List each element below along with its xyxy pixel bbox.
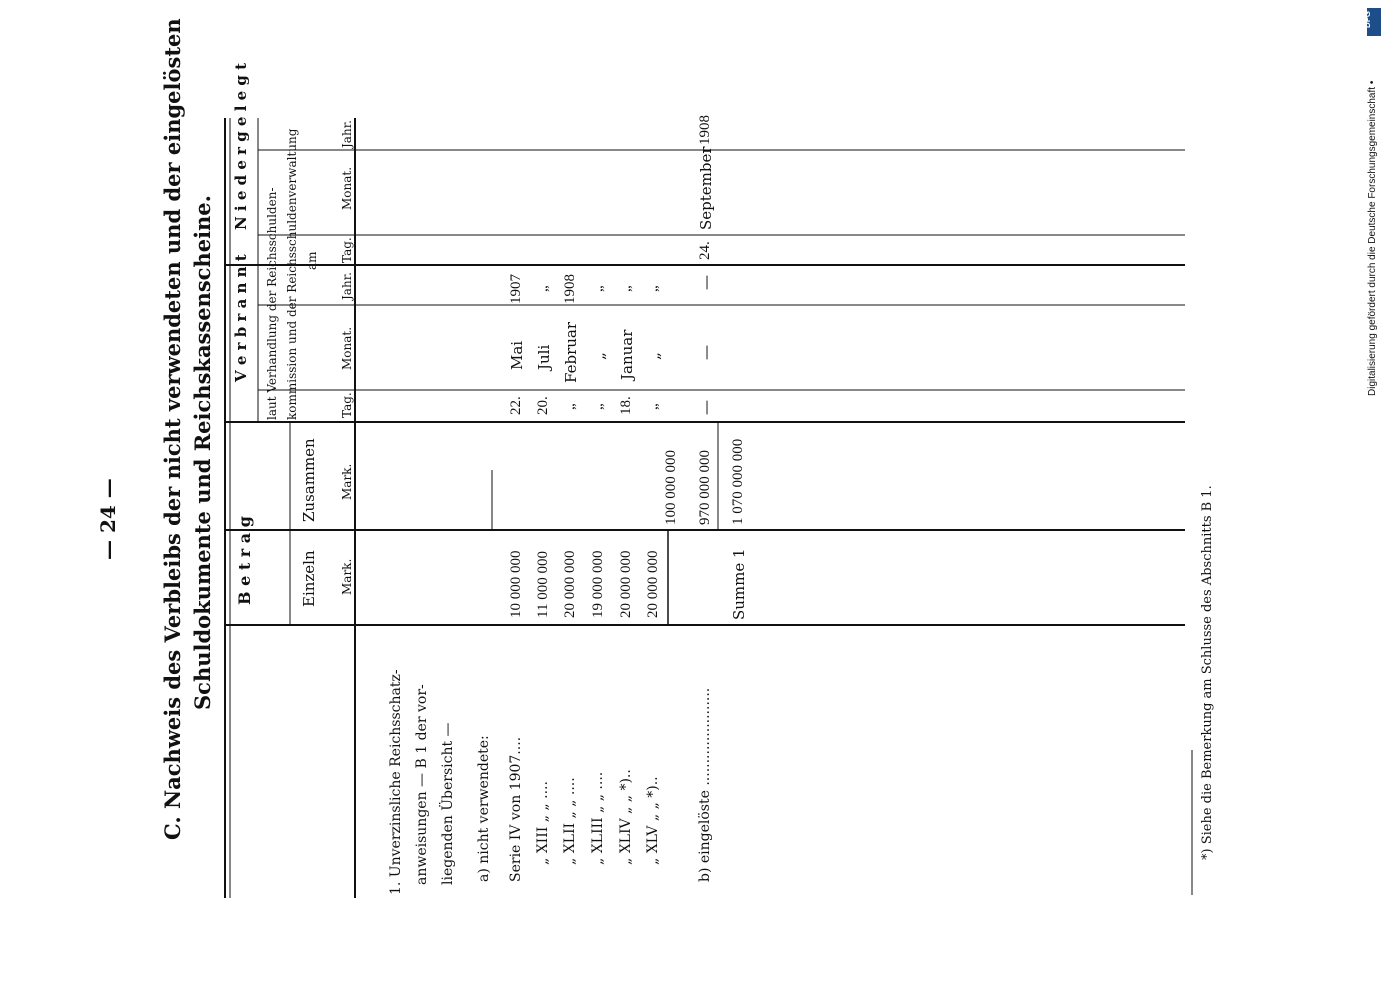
row-label: „ XLV „ „ *)..	[645, 776, 661, 865]
row-b-zusammen: 970 000 000	[697, 450, 713, 525]
verbrannt-tag: „	[590, 403, 606, 410]
summe-label: Summe 1	[730, 548, 748, 620]
header-tag-2: Tag.	[340, 237, 354, 263]
verbrannt-tag: 22.	[508, 396, 524, 415]
header-einzeln-mark: Mark.	[340, 558, 354, 595]
row-b-niedergelegt-monat: September	[697, 146, 715, 230]
header-zusammen-mark: Mark.	[340, 463, 354, 500]
einzeln-value: 10 000 000	[508, 550, 524, 618]
verbrannt-monat: Januar	[618, 329, 636, 380]
verbrannt-monat: Februar	[562, 321, 580, 383]
verbrannt-jahr: 1907	[508, 274, 524, 304]
dfg-credit	[1362, 8, 1381, 396]
row-a-label: a) nicht verwendete:	[476, 735, 492, 882]
header-jahr-2: Jahr.	[340, 120, 354, 148]
row-heading-line3: liegenden Übersicht —	[440, 722, 456, 885]
header-einzeln: Einzeln	[300, 550, 318, 607]
row-b-verbrannt-tag: —	[697, 400, 715, 415]
page-title: C. Nachweis des Verbleibs der nicht verwendeten und der eingelösten	[160, 18, 185, 840]
row-label: „ XLII „ „ ....	[562, 777, 578, 865]
row-heading-line1: 1. Unverzinsliche Reichsschatz-	[388, 669, 404, 895]
verbrannt-monat: „	[645, 352, 663, 360]
einzeln-value: 20 000 000	[562, 550, 578, 618]
row-heading-line2: anweisungen — B 1 der vor-	[414, 684, 430, 885]
verbrannt-jahr: „	[618, 285, 634, 292]
header-verbrannt: V e r b r a n n t	[232, 254, 250, 382]
verbrannt-monat: „	[590, 352, 608, 360]
row-label: „ XLIII „ „ ....	[590, 771, 606, 865]
verbrannt-jahr: „	[535, 285, 551, 292]
verbrannt-tag: „	[562, 403, 578, 410]
subtotal-a-value: 100 000 000	[663, 450, 679, 525]
page-title-line2: Schuldokumente und Reichskassenscheine.	[190, 195, 215, 710]
row-b-niedergelegt-tag: 24.	[697, 241, 713, 260]
verbrannt-jahr: 1908	[562, 274, 578, 304]
verbrannt-jahr: „	[590, 285, 606, 292]
header-verbrannt-sub3: am	[305, 251, 319, 270]
header-verbrannt-sub1: laut Verhandlung der Reichsschulden-	[265, 187, 279, 420]
verbrannt-tag: 20.	[535, 396, 551, 415]
einzeln-value: 20 000 000	[645, 550, 661, 618]
summe-value: 1 070 000 000	[730, 438, 746, 525]
dfg-logo: DFG	[1367, 8, 1381, 36]
header-tag-1: Tag.	[340, 392, 354, 418]
row-label: „ XLIV „ „ *)..	[618, 769, 634, 865]
header-jahr-1: Jahr.	[340, 272, 354, 300]
header-zusammen: Zusammen	[300, 438, 318, 522]
row-label: „ XIII „ „ ....	[535, 781, 551, 865]
header-niedergelegt: N i e d e r g e l e g t	[232, 62, 250, 230]
einzeln-value: 11 000 000	[535, 551, 551, 618]
row-b-verbrannt-monat: —	[697, 345, 715, 360]
header-verbrannt-sub2: kommission und der Reichsschuldenverwaltung	[285, 128, 299, 420]
verbrannt-tag: 18.	[618, 396, 634, 415]
row-b-label: b) eingelöste ......................	[697, 687, 713, 882]
footnote: *) Siehe die Bemerkung am Schlusse des Abschnitts B 1.	[1200, 485, 1215, 860]
row-b-niedergelegt-jahr: 1908	[697, 115, 713, 145]
verbrannt-monat: Juli	[535, 344, 553, 370]
verbrannt-jahr: „	[645, 285, 661, 292]
verbrannt-tag: „	[645, 403, 661, 410]
header-betrag: B e t r a g	[235, 516, 254, 605]
header-monat-1: Monat.	[340, 326, 354, 370]
row-label: Serie IV von 1907....	[508, 736, 524, 882]
einzeln-value: 19 000 000	[590, 550, 606, 618]
header-monat-2: Monat.	[340, 166, 354, 210]
verbrannt-monat: Mai	[508, 340, 526, 370]
row-b-verbrannt-jahr: —	[697, 275, 715, 290]
page-number: — 24 —	[96, 478, 120, 560]
dfg-credit-text: Digitalisierung gefördert durch die Deutsche Forschungsgemeinschaft •	[1367, 80, 1378, 396]
einzeln-value: 20 000 000	[618, 550, 634, 618]
